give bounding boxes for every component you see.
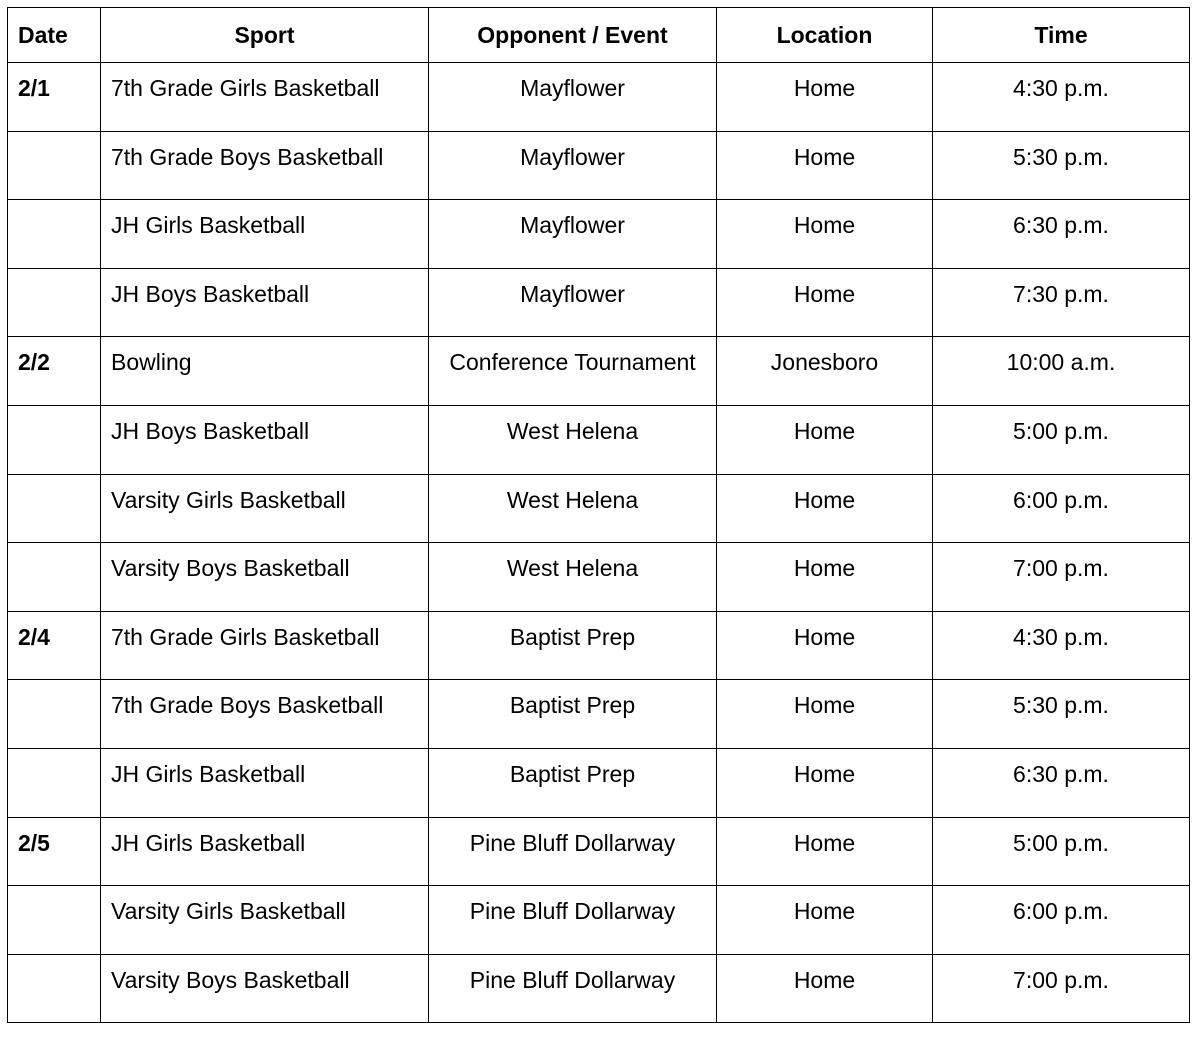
table-row [8, 886, 1190, 955]
time-cell: 5:30 p.m. [933, 680, 1190, 749]
time-cell: 6:30 p.m. [933, 200, 1190, 269]
location-cell: Home [717, 543, 933, 612]
location-cell: Home [717, 817, 933, 886]
table-row [8, 131, 1190, 200]
opponent-cell: West Helena [429, 405, 717, 474]
date-cell [8, 886, 101, 955]
location-cell: Home [717, 611, 933, 680]
opponent-cell: Conference Tournament [429, 337, 717, 406]
location-cell: Home [717, 268, 933, 337]
date-cell [8, 543, 101, 612]
location-cell: Home [717, 405, 933, 474]
sport-cell: JH Girls Basketball [101, 200, 429, 269]
table-row [8, 200, 1190, 269]
table-row [8, 474, 1190, 543]
opponent-cell: Mayflower [429, 63, 717, 132]
header-row [8, 8, 1190, 63]
date-cell [8, 680, 101, 749]
sport-cell: Varsity Boys Basketball [101, 954, 429, 1023]
time-cell: 7:00 p.m. [933, 954, 1190, 1023]
header-time: Time [933, 8, 1190, 63]
schedule-table [7, 7, 1190, 1023]
sport-cell: 7th Grade Girls Basketball [101, 611, 429, 680]
sport-cell: Bowling [101, 337, 429, 406]
header-date: Date [8, 8, 101, 63]
date-cell: 2/4 [8, 611, 101, 680]
opponent-cell: Baptist Prep [429, 680, 717, 749]
table-row [8, 337, 1190, 406]
location-cell: Home [717, 63, 933, 132]
header-location: Location [717, 8, 933, 63]
sport-cell: Varsity Girls Basketball [101, 474, 429, 543]
location-cell: Jonesboro [717, 337, 933, 406]
date-cell [8, 268, 101, 337]
location-cell: Home [717, 474, 933, 543]
table-row [8, 611, 1190, 680]
time-cell: 4:30 p.m. [933, 63, 1190, 132]
sport-cell: 7th Grade Girls Basketball [101, 63, 429, 132]
opponent-cell: Baptist Prep [429, 611, 717, 680]
sport-cell: JH Girls Basketball [101, 817, 429, 886]
sport-cell: Varsity Girls Basketball [101, 886, 429, 955]
opponent-cell: Pine Bluff Dollarway [429, 886, 717, 955]
opponent-cell: West Helena [429, 474, 717, 543]
sport-cell: 7th Grade Boys Basketball [101, 131, 429, 200]
opponent-cell: West Helena [429, 543, 717, 612]
table-row [8, 63, 1190, 132]
opponent-cell: Pine Bluff Dollarway [429, 954, 717, 1023]
location-cell: Home [717, 954, 933, 1023]
date-cell [8, 131, 101, 200]
table-row [8, 268, 1190, 337]
location-cell: Home [717, 680, 933, 749]
table-row [8, 954, 1190, 1023]
opponent-cell: Pine Bluff Dollarway [429, 817, 717, 886]
time-cell: 4:30 p.m. [933, 611, 1190, 680]
header-sport: Sport [101, 8, 429, 63]
opponent-cell: Baptist Prep [429, 748, 717, 817]
table-header [8, 8, 1190, 63]
sport-cell: JH Girls Basketball [101, 748, 429, 817]
opponent-cell: Mayflower [429, 131, 717, 200]
date-cell [8, 200, 101, 269]
date-cell [8, 405, 101, 474]
time-cell: 6:30 p.m. [933, 748, 1190, 817]
table-row [8, 748, 1190, 817]
date-cell [8, 748, 101, 817]
location-cell: Home [717, 886, 933, 955]
table-row [8, 543, 1190, 612]
time-cell: 5:00 p.m. [933, 405, 1190, 474]
opponent-cell: Mayflower [429, 200, 717, 269]
time-cell: 10:00 a.m. [933, 337, 1190, 406]
time-cell: 6:00 p.m. [933, 474, 1190, 543]
time-cell: 5:00 p.m. [933, 817, 1190, 886]
location-cell: Home [717, 200, 933, 269]
location-cell: Home [717, 748, 933, 817]
date-cell: 2/5 [8, 817, 101, 886]
table-body [8, 63, 1190, 1023]
header-opponent: Opponent / Event [429, 8, 717, 63]
table-row [8, 817, 1190, 886]
date-cell: 2/1 [8, 63, 101, 132]
date-cell [8, 954, 101, 1023]
sport-cell: JH Boys Basketball [101, 268, 429, 337]
opponent-cell: Mayflower [429, 268, 717, 337]
time-cell: 7:30 p.m. [933, 268, 1190, 337]
time-cell: 6:00 p.m. [933, 886, 1190, 955]
time-cell: 5:30 p.m. [933, 131, 1190, 200]
table-row [8, 405, 1190, 474]
date-cell [8, 474, 101, 543]
location-cell: Home [717, 131, 933, 200]
sport-cell: JH Boys Basketball [101, 405, 429, 474]
table-row [8, 680, 1190, 749]
date-cell: 2/2 [8, 337, 101, 406]
sport-cell: Varsity Boys Basketball [101, 543, 429, 612]
time-cell: 7:00 p.m. [933, 543, 1190, 612]
sport-cell: 7th Grade Boys Basketball [101, 680, 429, 749]
